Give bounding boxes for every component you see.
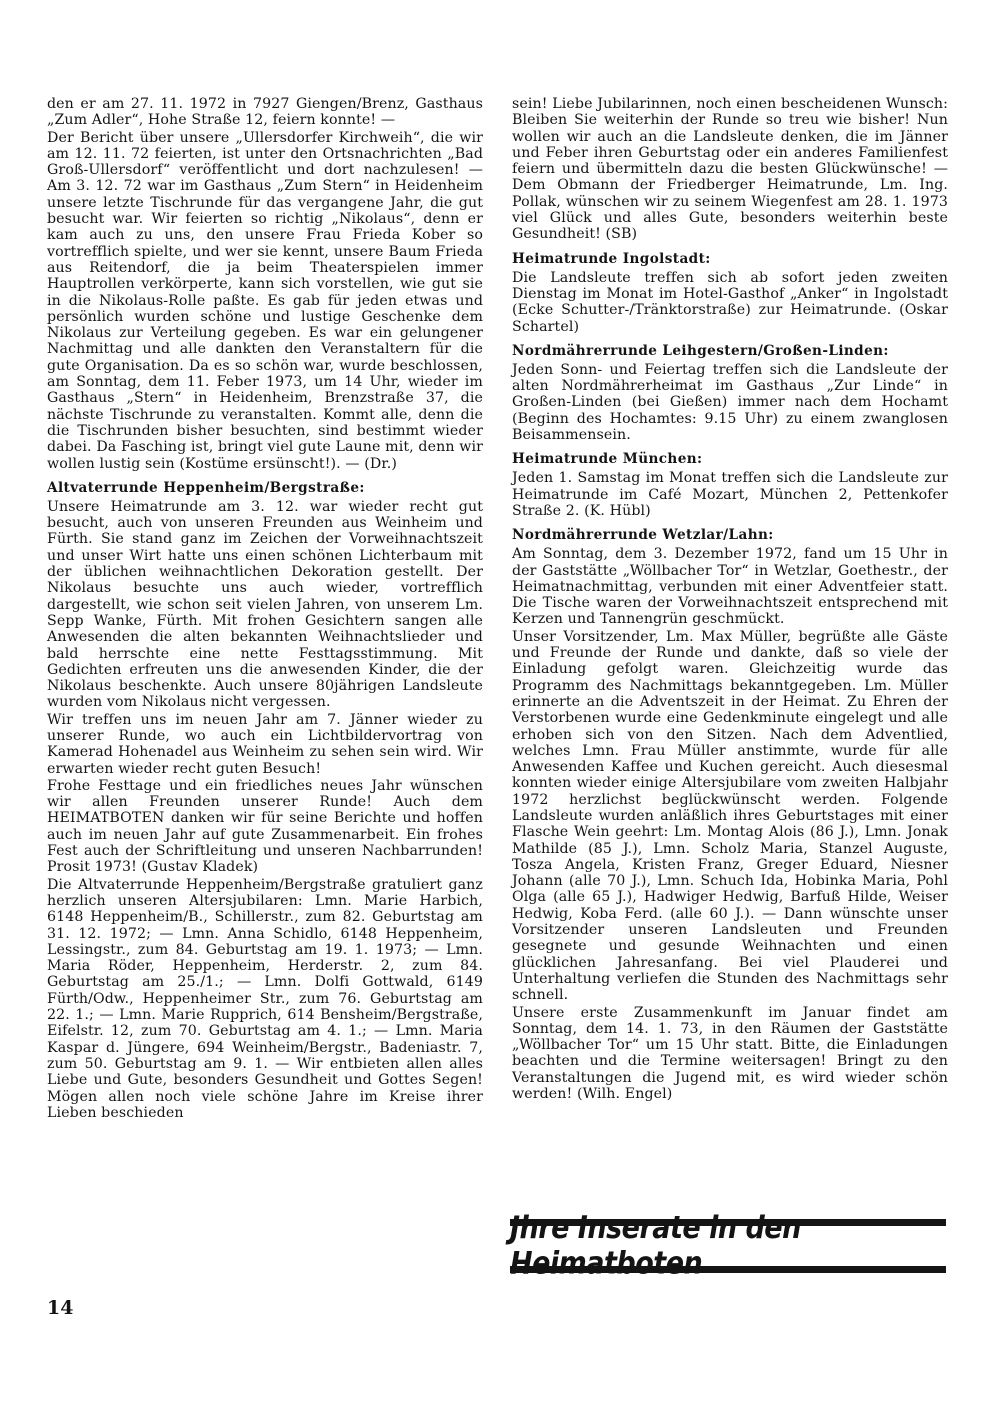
paragraph: Die Landsleute treffen sich ab sofort jeden zweiten Dienstag im Monat im Hotel-Gasthof „Anker“ in Ingolstadt (Ecke Schutter-/Tränktorstraße) zur Heimatrunde. (Oskar Schartel) — [512, 269, 948, 335]
paragraph: Frohe Festtage und ein friedliches neues Jahr wünschen wir allen Freunden unserer Runde! Auch dem HEIMATBOTEN danken wir für seine Berichte und hoffen auch im neuen Jahr auf gute Zusammenarbeit. Ein frohes Fest auch der Schriftleitung und unseren Nachbarrunden! Prosit 1973! (Gustav Kladek) — [47, 777, 483, 876]
article-section — [512, 451, 948, 519]
article-section — [512, 527, 948, 1102]
paragraph: Wir treffen uns im neuen Jahr am 7. Jänner wieder zu unserer Runde, wo auch ein Lichtbildervortrag von Kamerad Hohenadel aus Weinheim zu sehen sein wird. Wir erwarten wieder recht guten Besuch! — [47, 711, 483, 777]
section-heading: Altvaterrunde Heppenheim/Bergstraße: — [47, 479, 365, 496]
paragraph: Unsere Heimatrunde am 3. 12. war wieder recht gut besucht, auch von unseren Freunden aus Weinheim und Fürth. Sie stand ganz im Zeichen der Vorweihnachtszeit und unser Wirt hatte uns einen schönen Lichterbaum mit der üblichen weihnachtlichen Dekoration gestellt. Der Nikolaus besuchte uns auch wieder, vortrefflich dargestellt, wie schon seit vielen Jahren, von unserem Lm. Sepp Wanke, Fürth. Mit frohen Gesichtern sangen alle Anwesenden die alten bekannten Weihnachtslieder und bald herrschte eine nette Festtagsstimmung. Mit Gedichten erfreuten uns die anwesenden Kinder, die der Nikolaus beschenkte. Auch unsere 80jährigen Landsleute wurden vom Nikolaus nicht vergessen. — [47, 498, 483, 711]
ad-banner-text: Jhre Inserate in den Heimatboten — [510, 1210, 801, 1282]
paragraph: Jeden Sonn- und Feiertag treffen sich die Landsleute der alten Nordmährerheimat im Gasthaus „Zur Linde“ in Großen-Linden (bei Gießen) immer nach dem Hochamt (Beginn des Hochamtes: 9.15 Uhr) zu einem zwanglosen Beisammensein. — [512, 361, 948, 444]
paragraph: Am Sonntag, dem 3. Dezember 1972, fand um 15 Uhr in der Gaststätte „Wöllbacher Tor“ in Wetzlar, Goethestr., der Heimatnachmittag, verbunden mit einer Adventfeier statt. Die Tische waren der Vorweihnachtszeit entsprechend mit Kerzen und Tannengrün geschmückt. — [512, 546, 948, 628]
right-column — [512, 96, 948, 1102]
article-section — [47, 96, 483, 472]
ad-banner — [510, 1210, 946, 1282]
paragraph: Jeden 1. Samstag im Monat treffen sich die Landsleute zur Heimatrunde im Café Mozart, München 2, Pettenkofer Straße 2. (K. Hübl) — [512, 470, 948, 519]
section-heading: Heimatrunde Ingolstadt: — [512, 250, 711, 267]
paragraph: Unsere erste Zusammenkunft im Januar findet am Sonntag, dem 14. 1. 73, in den Räumen der Gaststätte „Wöllbacher Tor“ um 15 Uhr statt. Bitte, die Einladungen beachten und die Termine weitersagen! Bringt zu den Veranstaltungen die Jugend mit, es wird wieder schön werden! (Wilh. Engel) — [512, 1004, 948, 1103]
article-section — [512, 251, 948, 335]
paragraph: Unser Vorsitzender, Lm. Max Müller, begrüßte alle Gäste und Freunde der Runde und dankte, daß so viele der Einladung gefolgt waren. Gleichzeitig wurde das Programm des Nachmittags bekanntgegeben. Lm. Müller erinnerte an die Adventszeit in der Heimat. Zu Ehren der Verstorbenen wurde eine Gedenkminute eingelegt und alle erhoben sich von den Sitzen. Nach dem Adventlied, welches Lmn. Frau Müller anstimmte, wurde für alle Anwesenden Kaffee und Kuchen gereicht. Auch diesesmal konnten wieder einige Altersjubilare vom zweiten Halbjahr 1972 herzlichst beglückwünscht werden. Folgende Landsleute wurden anläßlich ihres Geburtstages mit einer Flasche Wein geehrt: Lm. Montag Alois (86 J.), Lmn. Jonak Mathilde (85 J.), Lmn. Scholz Maria, Stanzel Auguste, Tosza Angela, Kristen Franz, Greger Eduard, Niesner Johann (alle 70 J.), Lmn. Schuch Ida, Hobinka Maria, Pohl Olga (alle 65 J.), Hadwiger Hedwig, Barfuß Hilde, Weiser Hedwig, Koba Ferd. (alle 60 J.). — Dann wünschte unser Vorsitzender unseren Landsleuten und Freunden gesegnete und gesunde Weihnachten und einen glücklichen Jahresanfang. Bei viel Plauderei und Unterhaltung verliefen die Stunden des Nachmittags sehr schnell. — [512, 628, 948, 1004]
left-column — [47, 96, 483, 1121]
page-number: 14 — [47, 1297, 74, 1319]
paragraph: Der Bericht über unsere „Ullersdorfer Kirchweih“, die wir am 12. 11. 72 feierten, ist unter den Ortsnachrichten „Bad Groß-Ullersdorf“ veröffentlicht und dort nachzulesen! — Am 3. 12. 72 war im Gasthaus „Zum Stern“ in Heidenheim unsere letzte Tischrunde für das vergangene Jahr, die gut besucht war. Wir feierten so richtig „Nikolaus“, denn er kam auch zu uns, den unsere Frau Frieda Kober so vortrefflich spielte, und wer sie kennt, unsere Baum Frieda aus Reitendorf, die ja beim Theaterspielen immer Hauptrollen verkörperte, kann sich vorstellen, wie gut sie in die Nikolaus-Rolle paßte. Es gab für jeden etwas und persönlich wurden schöne und lustige Geschenke dem Nikolaus zur Verteilung gegeben. Es war ein gelungener Nachmittag und alle dankten den Veranstaltern für die gute Organisation. Da es so schön war, wurde beschlossen, am Sonntag, dem 11. Feber 1973, um 14 Uhr, wieder im Gasthaus „Stern“ in Heidenheim, Brenzstraße 37, die nächste Tischrunde zu veranstalten. Kommt alle, denn die die Tischrunden bisher besuchten, sind bestimmt wieder dabei. Da Fasching ist, bringt viel gute Laune mit, denn wir wollen lustig sein (Kostüme ersünscht!). — (Dr.) — [47, 129, 483, 472]
section-heading: Nordmährerrunde Wetzlar/Lahn: — [512, 527, 774, 544]
article-section — [512, 96, 948, 243]
paragraph: Die Altvaterrunde Heppenheim/Bergstraße gratuliert ganz herzlich unseren Altersjubilaren: Lmn. Marie Harbich, 6148 Heppenheim/B., Schillerstr., zum 82. Geburtstag am 31. 12. 1972; — Lmn. Anna Schidlo, 6148 Heppenheim, Lessingstr., zum 84. Geburtstag am 19. 1. 1973; — Lmn. Maria Röder, Heppenheim, Herderstr. 2, zum 84. Geburtstag am 25./1.; — Lmn. Dolfi Gottwald, 6149 Fürth/Odw., Heppenheimer Str., zum 76. Geburtstag am 22. 1.; — Lmn. Marie Rupprich, 614 Bensheim/Bergstraße, Eifelstr. 12, zum 70. Geburtstag am 4. 1.; — Lmn. Maria Kaspar d. Jüngere, 694 Weinheim/Bergstr., Badeniastr. 7, zum 50. Geburtstag am 9. 1. — Wir entbieten allen alles Liebe und Gute, besonders Gesundheit und Gottes Segen! Mögen allen noch viele schöne Jahre im Kreise ihrer Lieben beschieden — [47, 876, 483, 1121]
article-section — [512, 343, 948, 443]
section-heading: Nordmährerrunde Leihgestern/Großen-Linden: — [512, 342, 889, 359]
article-section — [47, 480, 483, 1121]
paragraph: sein! Liebe Jubilarinnen, noch einen bescheidenen Wunsch: Bleiben Sie weiterhin der Runde so treu wie bisher! Nun wollen wir auch an die Landsleute denken, die im Jänner und Feber ihren Geburtstag oder ein anderes Familienfest feiern und übermitteln dazu die besten Glückwünsche! — Dem Obmann der Friedberger Heimatrunde, Lm. Ing. Pollak, wünschen wir zu seinem Wiegenfest am 28. 1. 1973 viel Glück und alles Gute, besonders weiterhin beste Gesundheit! (SB) — [512, 96, 948, 243]
section-heading: Heimatrunde München: — [512, 451, 703, 468]
paragraph: den er am 27. 11. 1972 in 7927 Giengen/Brenz, Gasthaus „Zum Adler“, Hohe Straße 12, feiern konnte! — — [47, 96, 483, 129]
